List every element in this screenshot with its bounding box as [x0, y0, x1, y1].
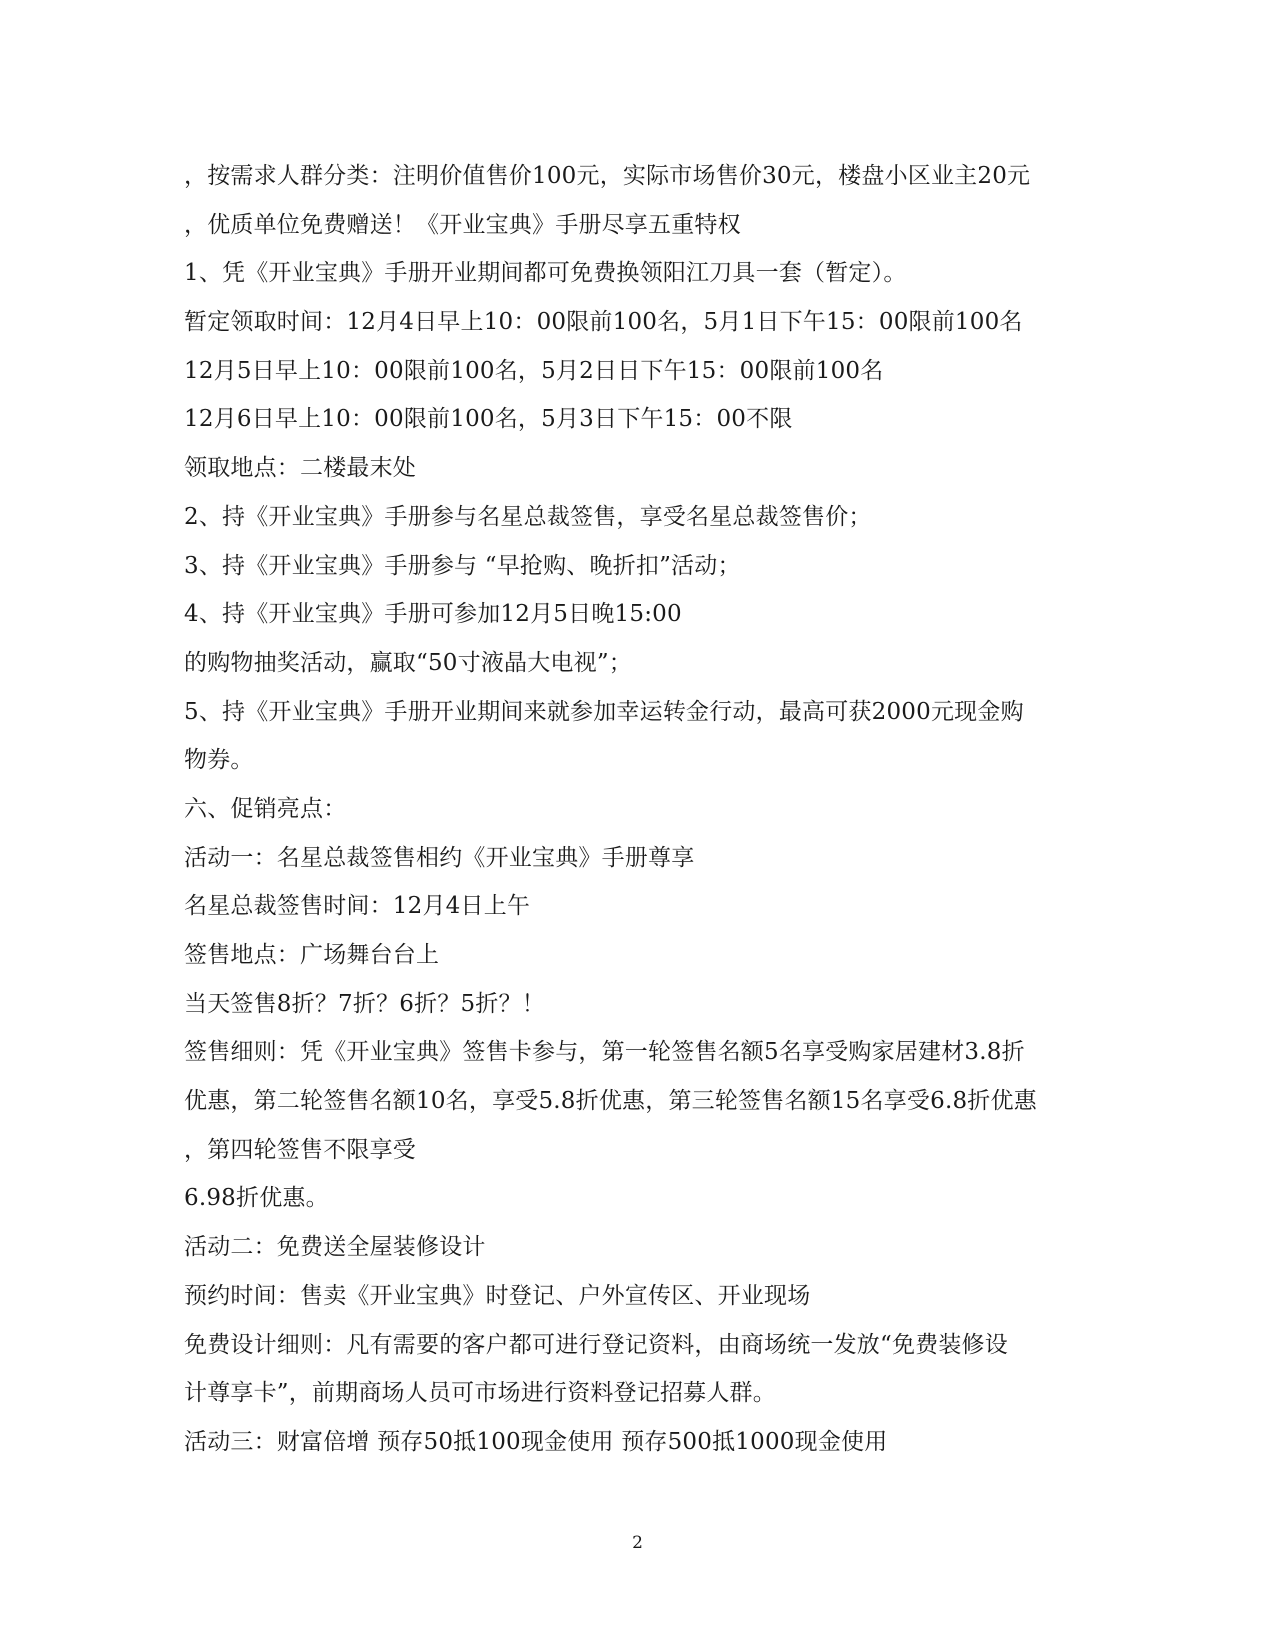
- text-line-20: 优惠，第二轮签售名额10名，享受5.8折优惠，第三轮签售名额15名享受6.8折优惠: [184, 1088, 1037, 1115]
- text-line-8: 2、持《开业宝典》手册参与名星总裁签售，享受名星总裁签售价；: [184, 503, 872, 530]
- text-line-10: 4、持《开业宝典》手册可参加12月5日晚15:00: [184, 601, 682, 628]
- text-line-24: 预约时间：售卖《开业宝典》时登记、户外宣传区、开业现场: [184, 1282, 811, 1309]
- text-line-11: 的购物抽奖活动，赢取“50寸液晶大电视”；: [184, 649, 632, 676]
- text-line-2: ，优质单位免费赠送！《开业宝典》手册尽享五重特权: [184, 211, 741, 238]
- page-number: 2: [632, 1533, 643, 1553]
- text-line-12: 5、持《开业宝典》手册开业期间来就参加幸运转金行动，最高可获2000元现金购: [184, 698, 1024, 725]
- text-line-23: 活动二：免费送全屋装修设计: [184, 1234, 486, 1261]
- text-line-5: 12月5日早上10：00限前100名，5月2日日下午15：00限前100名: [184, 357, 884, 384]
- text-line-1: ，按需求人群分类：注明价值售价100元，实际市场售价30元，楼盘小区业主20元: [184, 163, 1031, 189]
- text-line-7: 领取地点：二楼最末处: [184, 455, 416, 482]
- text-line-26: 计尊享卡”，前期商场人员可市场进行资料登记招募人群。: [184, 1380, 776, 1407]
- text-line-15: 活动一：名星总裁签售相约《开业宝典》手册尊享: [184, 844, 695, 871]
- text-line-19: 签售细则：凭《开业宝典》签售卡参与，第一轮签售名额5名享受购家居建材3.8折: [184, 1039, 1025, 1066]
- text-line-6: 12月6日早上10：00限前100名，5月3日下午15：00不限: [184, 406, 793, 433]
- section-heading: 六、促销亮点：: [184, 795, 347, 822]
- document-body: [184, 152, 1084, 1467]
- text-line-4: 暂定领取时间：12月4日早上10：00限前100名，5月1日下午15：00限前100名: [184, 309, 1023, 336]
- text-line-16: 名星总裁签售时间：12月4日上午: [184, 893, 531, 920]
- text-line-22: 6.98折优惠。: [184, 1185, 329, 1212]
- text-line-25: 免费设计细则：凡有需要的客户都可进行登记资料，由商场统一发放“免费装修设: [184, 1331, 1008, 1358]
- text-line-9: 3、持《开业宝典》手册参与 “早抢购、晚折扣”活动；: [184, 552, 741, 579]
- text-line-17: 签售地点：广场舞台台上: [184, 942, 440, 968]
- text-line-18: 当天签售8折？7折？6折？5折？！: [184, 990, 545, 1017]
- text-line-13: 物券。: [184, 747, 254, 774]
- text-line-27: 活动三：财富倍增 预存50抵100现金使用 预存500抵1000现金使用: [184, 1428, 888, 1455]
- text-line-3: 1、凭《开业宝典》手册开业期间都可免费换领阳江刀具一套（暂定）。: [184, 260, 907, 287]
- text-line-21: ，第四轮签售不限享受: [184, 1136, 416, 1163]
